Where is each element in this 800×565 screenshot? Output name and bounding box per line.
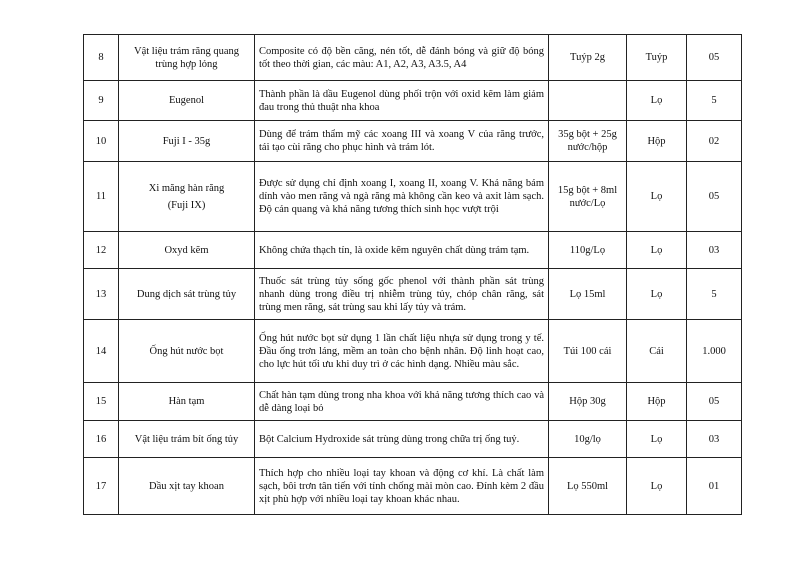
item-description: Ống hút nước bọt sử dụng 1 lần chất liệu nhựa sử dụng trong y tế. Đầu ống trơn láng, mềm an toàn cho bệnh nhân. Độ linh hoạt cao, cho lực hút tối ưu khi duy trì ở các hình dạng. Nhiều màu sắc. — [255, 320, 549, 383]
item-number: 8 — [84, 35, 119, 81]
item-description: Bột Calcium Hydroxide sát trùng dùng trong chữa trị ống tuỷ. — [255, 421, 549, 458]
item-name: Eugenol — [119, 81, 255, 121]
item-unit: Lọ — [627, 232, 687, 269]
item-spec — [549, 81, 627, 121]
item-quantity: 05 — [687, 383, 742, 421]
item-description: Thành phần là dầu Eugenol dùng phối trộn với oxid kẽm làm giảm đau trong thủ thuật nha khoa — [255, 81, 549, 121]
item-unit: Tuýp — [627, 35, 687, 81]
item-quantity: 1.000 — [687, 320, 742, 383]
item-number: 10 — [84, 121, 119, 162]
item-description: Composite có độ bền căng, nén tốt, dễ đánh bóng và giữ độ bóng tốt theo thời gian, các màu: A1, A2, A3, A3.5, A4 — [255, 35, 549, 81]
item-number: 11 — [84, 162, 119, 232]
item-unit: Cái — [627, 320, 687, 383]
item-spec: Túi 100 cái — [549, 320, 627, 383]
item-spec: 35g bột + 25g nước/hộp — [549, 121, 627, 162]
item-name-main: Xi măng hàn răng — [148, 182, 225, 194]
table-row — [84, 383, 742, 421]
item-description: Chất hàn tạm dùng trong nha khoa với khả năng tương thích cao và dễ dàng loại bỏ — [255, 383, 549, 421]
table-row — [84, 421, 742, 458]
table-row — [84, 320, 742, 383]
item-quantity: 5 — [687, 81, 742, 121]
item-description: Thích hợp cho nhiều loại tay khoan và động cơ khí. Là chất làm sạch, bôi trơn tân tiến với tính chống mài mòn cao. Đính kèm 2 đầu xịt phù hợp với nhiều loại tay khoan khác nhau. — [255, 458, 549, 515]
table-row — [84, 269, 742, 320]
item-number: 14 — [84, 320, 119, 383]
item-unit: Lọ — [627, 421, 687, 458]
table-row — [84, 121, 742, 162]
item-name — [119, 162, 255, 232]
item-number: 16 — [84, 421, 119, 458]
item-name: Dầu xịt tay khoan — [119, 458, 255, 515]
item-unit: Lọ — [627, 162, 687, 232]
item-quantity: 05 — [687, 35, 742, 81]
item-description: Dùng để trám thẩm mỹ các xoang III và xoang V của răng trước, tái tạo cùi răng cho phục hình và trám lót. — [255, 121, 549, 162]
item-quantity: 5 — [687, 269, 742, 320]
item-quantity: 05 — [687, 162, 742, 232]
item-name: Hàn tạm — [119, 383, 255, 421]
item-name: Vật liệu trám răng quang trùng hợp lỏng — [119, 35, 255, 81]
table-row — [84, 458, 742, 515]
item-quantity: 03 — [687, 421, 742, 458]
item-name: Ống hút nước bọt — [119, 320, 255, 383]
item-spec: 110g/Lọ — [549, 232, 627, 269]
item-spec: Lọ 550ml — [549, 458, 627, 515]
table-row — [84, 35, 742, 81]
item-name: Vật liệu trám bít ống tủy — [119, 421, 255, 458]
table-row — [84, 162, 742, 232]
item-spec: Hộp 30g — [549, 383, 627, 421]
item-number: 12 — [84, 232, 119, 269]
item-spec: Tuýp 2g — [549, 35, 627, 81]
item-unit: Lọ — [627, 81, 687, 121]
table-row — [84, 232, 742, 269]
item-name-sub: (Fuji IX) — [167, 199, 206, 211]
item-unit: Lọ — [627, 458, 687, 515]
item-quantity: 03 — [687, 232, 742, 269]
item-unit: Hộp — [627, 383, 687, 421]
item-unit: Hộp — [627, 121, 687, 162]
table-row — [84, 81, 742, 121]
item-name: Fuji I - 35g — [119, 121, 255, 162]
item-number: 13 — [84, 269, 119, 320]
item-description: Không chứa thạch tín, là oxide kẽm nguyên chất dùng trám tạm. — [255, 232, 549, 269]
item-description: Thuốc sát trùng tủy sống gốc phenol với thành phần sát trùng nhanh dùng trong điều trị nhiễm trùng tủy, chóp chân răng, sát trùng men răng, sát trùng sau khi lấy tủy và trám. — [255, 269, 549, 320]
item-name: Dung dịch sát trùng tủy — [119, 269, 255, 320]
item-unit: Lọ — [627, 269, 687, 320]
item-number: 17 — [84, 458, 119, 515]
item-number: 15 — [84, 383, 119, 421]
item-quantity: 01 — [687, 458, 742, 515]
item-quantity: 02 — [687, 121, 742, 162]
item-spec: 10g/lọ — [549, 421, 627, 458]
item-number: 9 — [84, 81, 119, 121]
item-spec: 15g bột + 8ml nước/Lọ — [549, 162, 627, 232]
item-description: Được sử dụng chỉ định xoang I, xoang II, xoang V. Khả năng bám dính vào men răng và ngà răng mà không cần keo và axit làm sạch. Độ cản quang và khả năng tương thích sinh học vượt trội — [255, 162, 549, 232]
supplies-table — [83, 34, 742, 515]
item-name: Oxyd kẽm — [119, 232, 255, 269]
item-spec: Lọ 15ml — [549, 269, 627, 320]
